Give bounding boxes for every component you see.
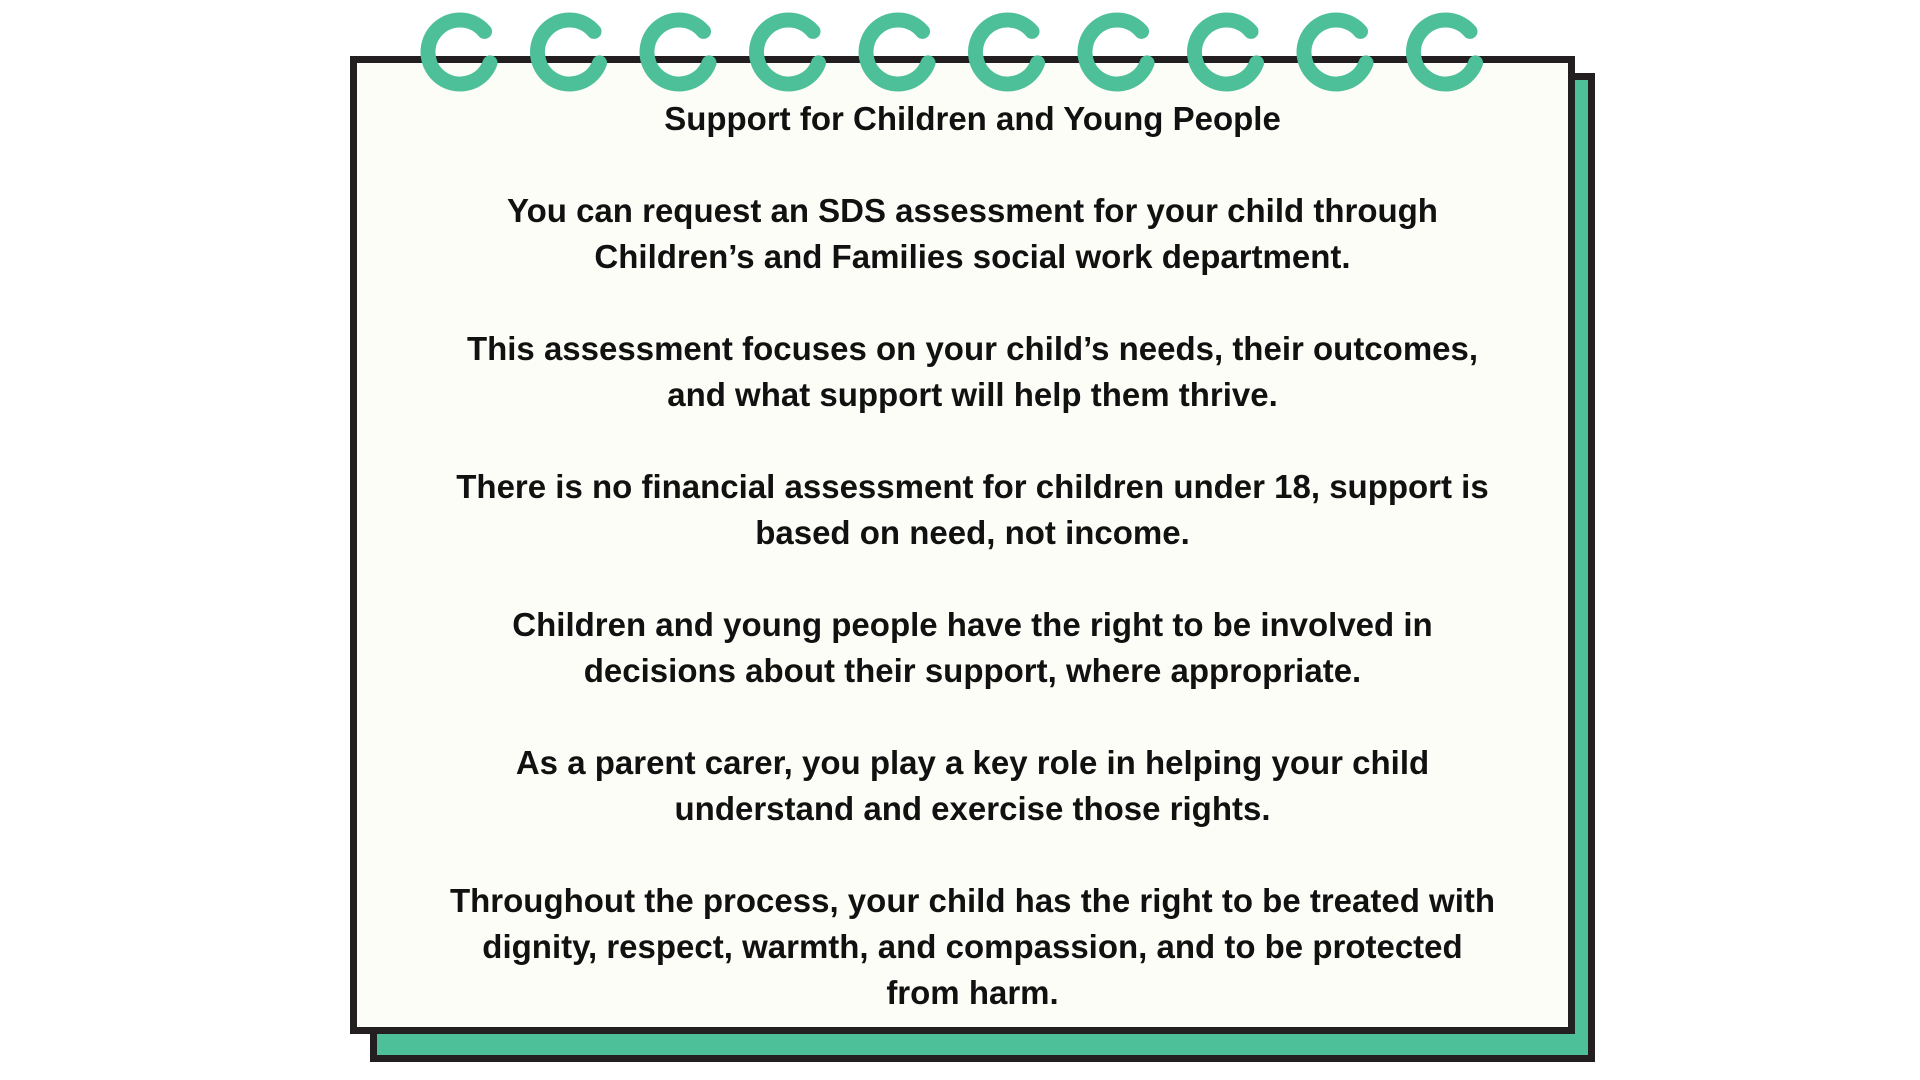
paragraph-treated-with-dignity: Throughout the process, your child has the right to be treated with dignity, respect, warmth, and compassion, and to be protected from harm. xyxy=(449,882,1496,1011)
paragraph-assessment-focus: This assessment focuses on your child’s needs, their outcomes, and what support will help them thrive. xyxy=(466,330,1479,413)
page-title: Support for Children and Young People xyxy=(664,100,1281,137)
notebook-content xyxy=(350,96,1595,1016)
paragraph-right-to-be-involved: Children and young people have the right to be involved in decisions about their support, where appropriate. xyxy=(512,606,1433,689)
paragraph-request-assessment: You can request an SDS assessment for your child through Children’s and Families social work department. xyxy=(507,192,1438,275)
paragraph-parent-carer-role: As a parent carer, you play a key role in helping your child understand and exercise those rights. xyxy=(515,744,1430,827)
paragraph-no-financial-assessment: There is no financial assessment for children under 18, support is based on need, not income. xyxy=(456,468,1489,551)
